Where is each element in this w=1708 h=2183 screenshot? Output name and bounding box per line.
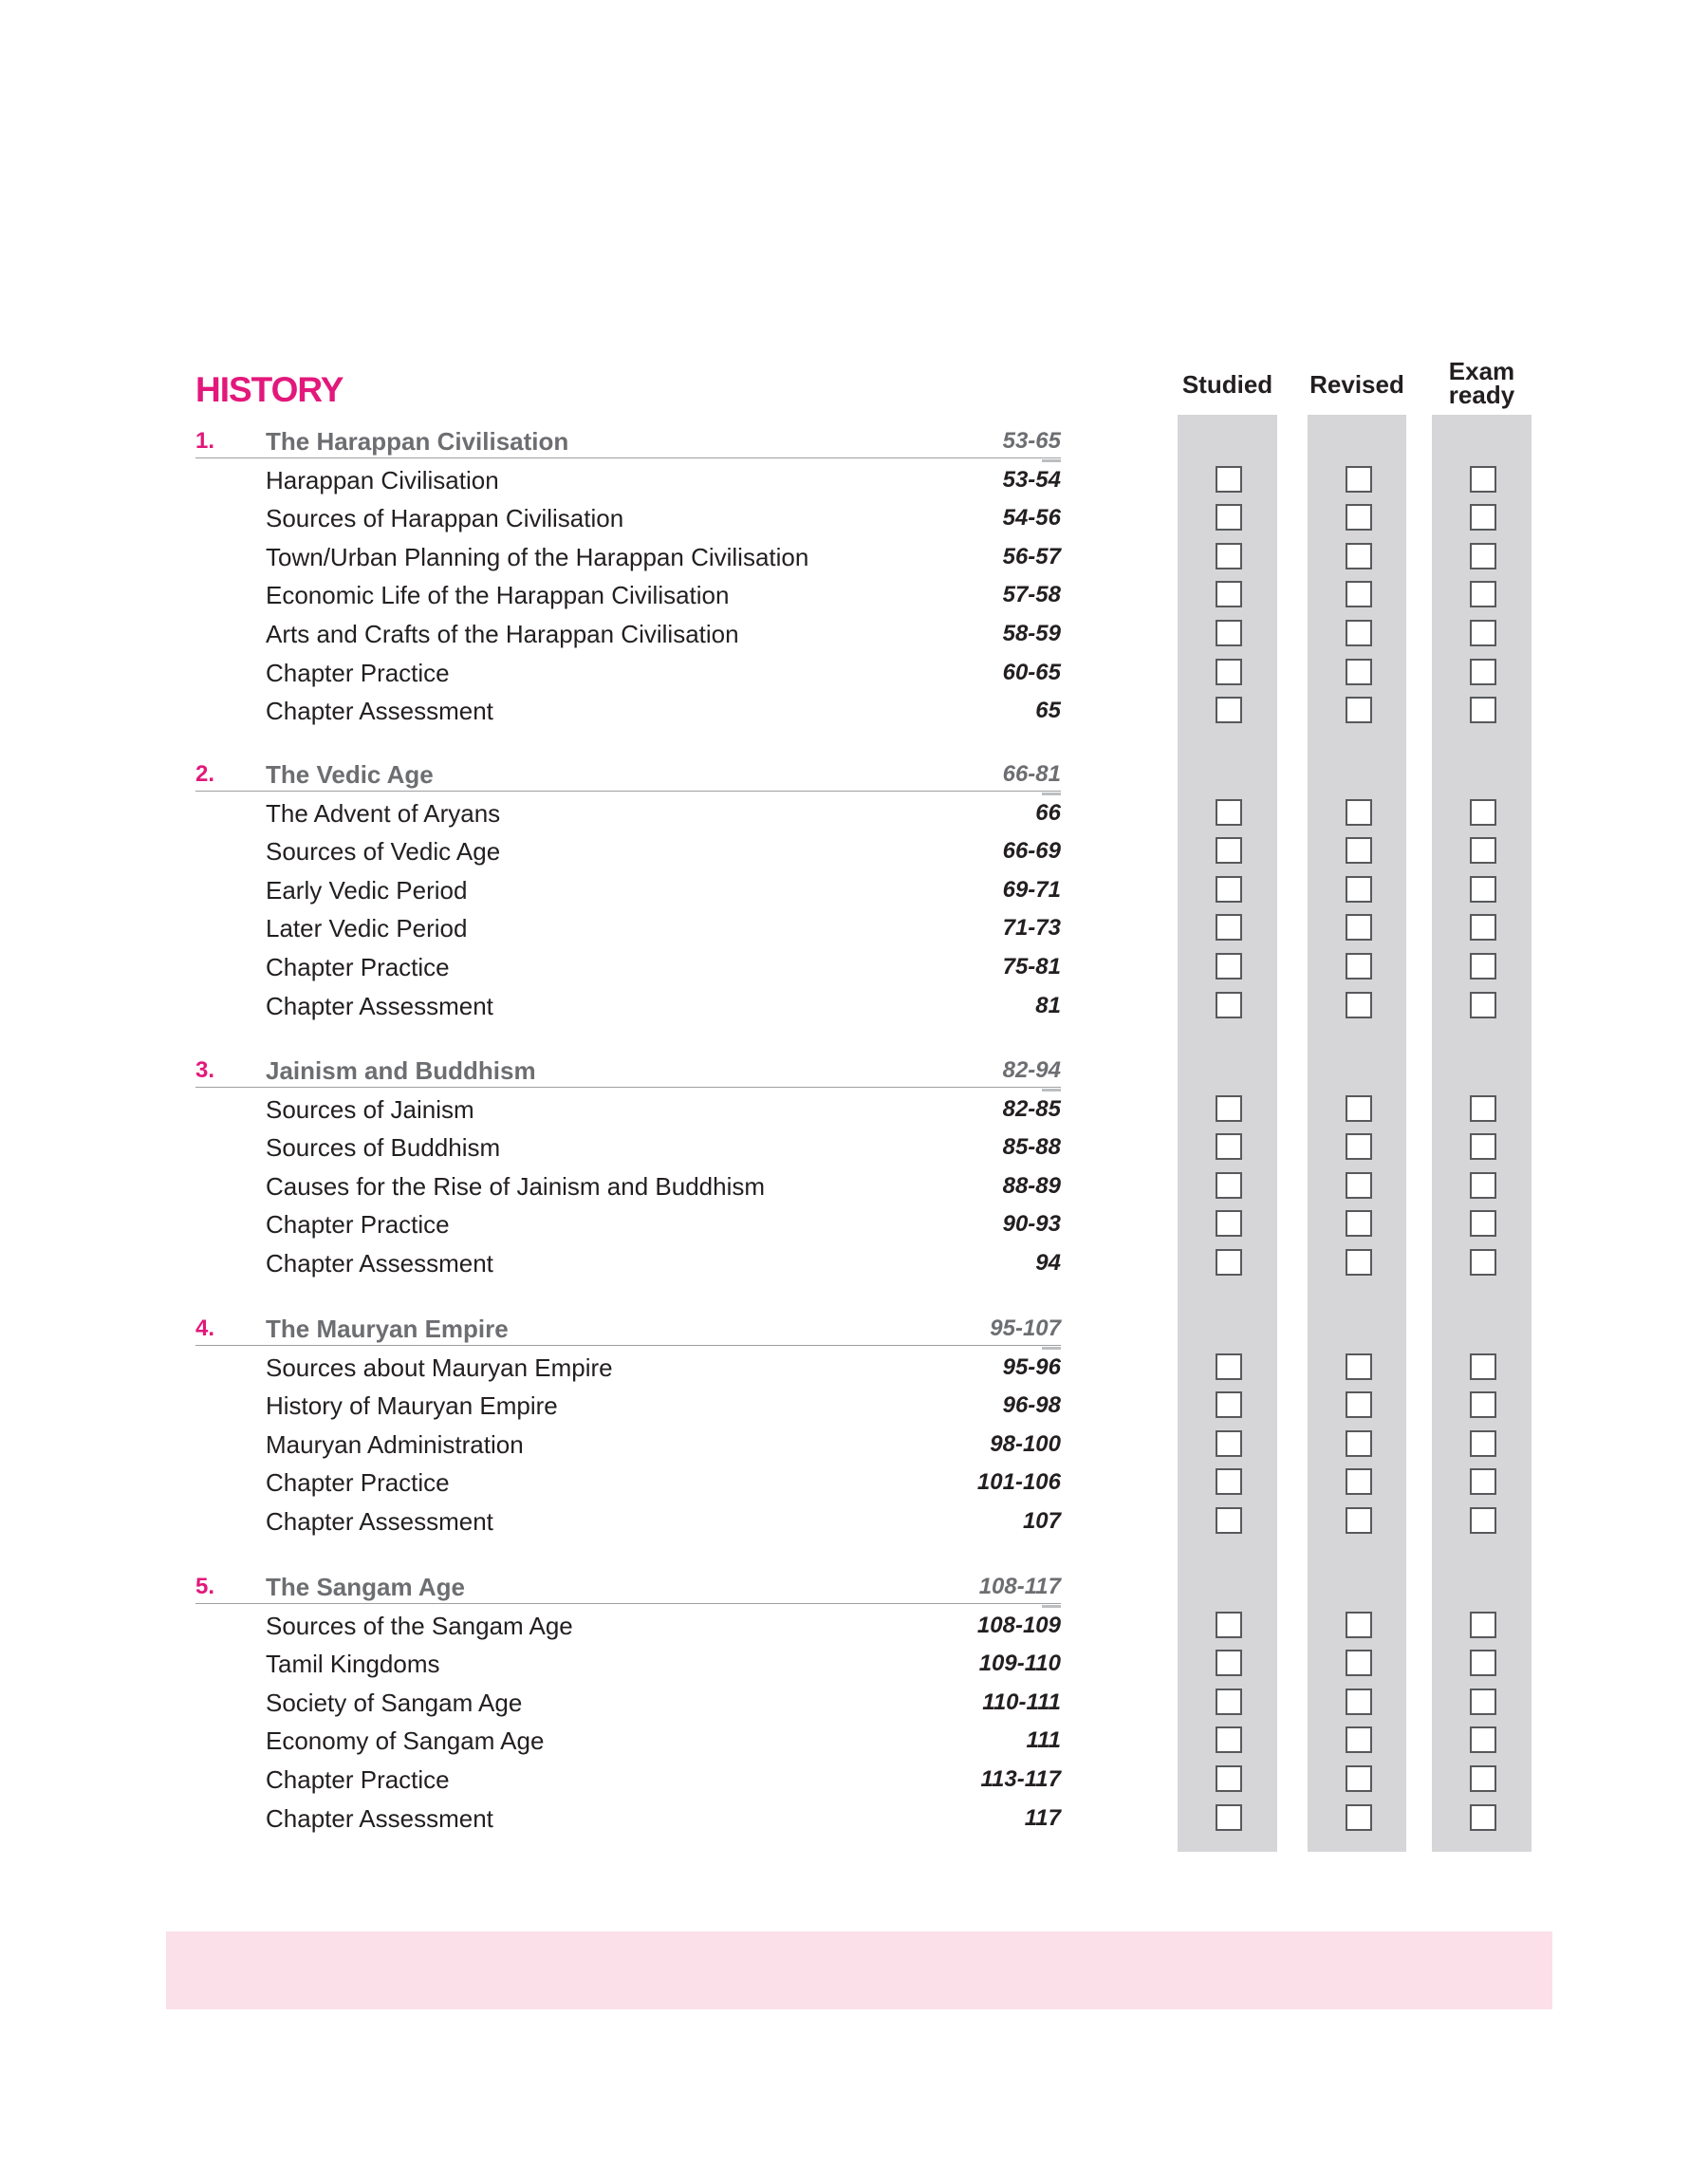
studied-checkbox[interactable] [1216, 697, 1242, 723]
chapter-heading [0, 422, 1708, 460]
chapter-title: Jainism and Buddhism [266, 1056, 536, 1085]
topic-title: Economic Life of the Harappan Civilisation [266, 581, 730, 610]
chapter-heading [0, 1052, 1708, 1090]
studied-checkbox[interactable] [1216, 581, 1242, 607]
revised-checkbox[interactable] [1346, 1210, 1372, 1237]
chapter-heading [0, 756, 1708, 793]
topic-row [0, 499, 1708, 537]
topic-row [0, 1464, 1708, 1502]
revised-checkbox[interactable] [1346, 876, 1372, 903]
topic-title: The Advent of Aryans [266, 798, 501, 828]
revised-checkbox[interactable] [1346, 1468, 1372, 1495]
studied-checkbox[interactable] [1216, 1249, 1242, 1276]
revised-checkbox[interactable] [1346, 659, 1372, 685]
topic-pages: 60-65 [1002, 659, 1061, 685]
exam-ready-checkbox[interactable] [1470, 1133, 1496, 1160]
studied-checkbox[interactable] [1216, 1689, 1242, 1715]
exam-ready-checkbox[interactable] [1470, 799, 1496, 826]
topic-row [0, 871, 1708, 909]
studied-checkbox[interactable] [1216, 620, 1242, 646]
revised-checkbox[interactable] [1346, 914, 1372, 941]
revised-checkbox[interactable] [1346, 953, 1372, 980]
chapter-number: 2. [195, 761, 215, 787]
revised-checkbox[interactable] [1346, 1172, 1372, 1199]
topic-row [0, 461, 1708, 499]
topic-title: Harappan Civilisation [266, 465, 499, 494]
topic-pages: 81 [1035, 992, 1061, 1018]
topic-pages: 96-98 [1002, 1392, 1061, 1419]
topic-title: Sources of Harappan Civilisation [266, 504, 624, 533]
topic-pages: 109-110 [978, 1651, 1061, 1677]
topic-pages: 108-109 [976, 1612, 1061, 1638]
revised-checkbox[interactable] [1346, 1353, 1372, 1380]
topic-title: Sources of Buddhism [266, 1133, 501, 1163]
topic-title: Chapter Assessment [266, 697, 493, 726]
exam-ready-checkbox[interactable] [1470, 1689, 1496, 1715]
chapter-pages: 66-81 [1002, 761, 1061, 787]
chapter-heading [0, 1310, 1708, 1348]
topic-row [0, 948, 1708, 986]
topic-title: Mauryan Administration [266, 1429, 524, 1459]
topic-pages: 71-73 [1002, 915, 1061, 942]
topic-title: Causes for the Rise of Jainism and Buddhism [266, 1171, 766, 1201]
topic-pages: 66 [1035, 799, 1061, 826]
topic-pages: 57-58 [1002, 582, 1061, 608]
revised-checkbox[interactable] [1346, 1507, 1372, 1534]
revised-checkbox[interactable] [1346, 1726, 1372, 1753]
topic-pages: 117 [1024, 1804, 1061, 1831]
exam-ready-checkbox[interactable] [1470, 1612, 1496, 1638]
topic-title: Town/Urban Planning of the Harappan Civilisation [266, 542, 809, 571]
topic-title: Chapter Practice [266, 1468, 450, 1498]
revised-checkbox[interactable] [1346, 1430, 1372, 1457]
topic-row [0, 1645, 1708, 1683]
exam-ready-checkbox[interactable] [1470, 659, 1496, 685]
revised-column-header: Revised [1309, 370, 1404, 399]
topic-pages: 98-100 [990, 1430, 1061, 1457]
topic-title: Sources of the Sangam Age [266, 1611, 573, 1640]
exam-ready-checkbox[interactable] [1470, 1507, 1496, 1534]
topic-pages: 53-54 [1002, 466, 1061, 493]
topic-pages: 69-71 [1002, 876, 1061, 903]
chapter-number: 1. [195, 428, 215, 454]
topic-row [0, 1387, 1708, 1425]
revised-checkbox[interactable] [1346, 837, 1372, 864]
revised-checkbox[interactable] [1346, 1689, 1372, 1715]
studied-checkbox[interactable] [1216, 1430, 1242, 1457]
chapter-divider [195, 791, 1061, 792]
exam-ready-header-line1: Exam [1448, 357, 1515, 385]
exam-ready-checkbox[interactable] [1470, 697, 1496, 723]
topic-row [0, 1502, 1708, 1540]
section-title: HISTORY [195, 370, 343, 409]
chapter-number: 4. [195, 1315, 215, 1341]
topic-title: Chapter Practice [266, 1765, 450, 1794]
exam-ready-checkbox[interactable] [1470, 504, 1496, 531]
revised-checkbox[interactable] [1346, 1804, 1372, 1831]
topic-title: Sources about Mauryan Empire [266, 1353, 613, 1382]
exam-ready-checkbox[interactable] [1470, 992, 1496, 1018]
topic-row [0, 576, 1708, 614]
topic-title: Tamil Kingdoms [266, 1650, 440, 1679]
topic-title: Chapter Assessment [266, 1803, 493, 1833]
exam-ready-checkbox[interactable] [1470, 1726, 1496, 1753]
topic-row [0, 538, 1708, 576]
topic-title: Chapter Practice [266, 953, 450, 981]
topic-row [0, 1426, 1708, 1464]
studied-checkbox[interactable] [1216, 1726, 1242, 1753]
topic-row [0, 1722, 1708, 1760]
studied-checkbox[interactable] [1216, 1095, 1242, 1122]
topic-title: Chapter Assessment [266, 991, 493, 1020]
topic-pages: 113-117 [980, 1766, 1061, 1792]
topic-pages: 101-106 [976, 1469, 1061, 1496]
chapter-divider [195, 1345, 1061, 1346]
exam-ready-checkbox[interactable] [1470, 1210, 1496, 1237]
exam-ready-header-line2: ready [1448, 381, 1515, 409]
exam-ready-checkbox[interactable] [1470, 466, 1496, 493]
topic-row [0, 654, 1708, 692]
topic-row [0, 1684, 1708, 1722]
revised-checkbox[interactable] [1346, 1391, 1372, 1418]
exam-ready-checkbox[interactable] [1470, 1391, 1496, 1418]
revised-checkbox[interactable] [1346, 1095, 1372, 1122]
exam-ready-checkbox[interactable] [1470, 1650, 1496, 1676]
topic-row [0, 1205, 1708, 1243]
chapter-number: 3. [195, 1057, 215, 1083]
exam-ready-checkbox[interactable] [1470, 876, 1496, 903]
studied-checkbox[interactable] [1216, 799, 1242, 826]
exam-ready-checkbox[interactable] [1470, 1430, 1496, 1457]
exam-ready-checkbox[interactable] [1470, 1468, 1496, 1495]
topic-pages: 75-81 [1002, 954, 1061, 980]
chapter-title: The Vedic Age [266, 760, 434, 789]
topic-title: History of Mauryan Empire [266, 1391, 558, 1421]
topic-row [0, 692, 1708, 730]
topic-title: Early Vedic Period [266, 875, 468, 905]
topic-pages: 65 [1035, 698, 1061, 724]
chapter-pages: 53-65 [1002, 428, 1061, 454]
studied-checkbox[interactable] [1216, 1353, 1242, 1380]
revised-checkbox[interactable] [1346, 697, 1372, 723]
revised-checkbox[interactable] [1346, 581, 1372, 607]
exam-ready-checkbox[interactable] [1470, 837, 1496, 864]
revised-checkbox[interactable] [1346, 620, 1372, 646]
exam-ready-checkbox[interactable] [1470, 1353, 1496, 1380]
topic-row [0, 987, 1708, 1025]
revised-checkbox[interactable] [1346, 466, 1372, 493]
studied-checkbox[interactable] [1216, 1650, 1242, 1676]
topic-title: Economy of Sangam Age [266, 1726, 545, 1756]
chapter-divider [195, 1603, 1061, 1604]
topic-title: Arts and Crafts of the Harappan Civilisation [266, 620, 739, 648]
topic-title: Chapter Practice [266, 658, 450, 687]
topic-pages: 94 [1035, 1250, 1061, 1276]
exam-ready-checkbox[interactable] [1470, 1095, 1496, 1122]
studied-column-header: Studied [1181, 370, 1273, 399]
topic-row [0, 1129, 1708, 1166]
topic-row [0, 1761, 1708, 1799]
chapter-title: The Sangam Age [266, 1573, 465, 1601]
exam-ready-checkbox[interactable] [1470, 620, 1496, 646]
chapter-heading [0, 1568, 1708, 1606]
topic-pages: 110-111 [982, 1689, 1061, 1715]
studied-checkbox[interactable] [1216, 1507, 1242, 1534]
chapter-pages: 82-94 [1002, 1057, 1061, 1083]
topic-pages: 95-96 [1002, 1353, 1061, 1380]
revised-checkbox[interactable] [1346, 1612, 1372, 1638]
exam-ready-checkbox[interactable] [1470, 543, 1496, 569]
exam-ready-checkbox[interactable] [1470, 1172, 1496, 1199]
footer-band [166, 1931, 1552, 2009]
exam-ready-checkbox[interactable] [1470, 914, 1496, 941]
studied-checkbox[interactable] [1216, 1612, 1242, 1638]
revised-checkbox[interactable] [1346, 504, 1372, 531]
exam-ready-checkbox[interactable] [1470, 581, 1496, 607]
revised-checkbox[interactable] [1346, 799, 1372, 826]
studied-checkbox[interactable] [1216, 1133, 1242, 1160]
topic-pages: 54-56 [1002, 505, 1061, 532]
studied-checkbox[interactable] [1216, 914, 1242, 941]
chapter-title: The Harappan Civilisation [266, 427, 569, 456]
exam-ready-checkbox[interactable] [1470, 953, 1496, 980]
topic-row [0, 832, 1708, 870]
studied-checkbox[interactable] [1216, 1172, 1242, 1199]
topic-title: Society of Sangam Age [266, 1688, 523, 1717]
studied-checkbox[interactable] [1216, 1391, 1242, 1418]
topic-row [0, 909, 1708, 947]
studied-checkbox[interactable] [1216, 992, 1242, 1018]
topic-pages: 85-88 [1002, 1134, 1061, 1161]
topic-row [0, 615, 1708, 653]
studied-checkbox[interactable] [1216, 543, 1242, 569]
chapter-pages: 95-107 [990, 1315, 1061, 1341]
topic-title: Chapter Practice [266, 1210, 450, 1240]
studied-checkbox[interactable] [1216, 837, 1242, 864]
topic-row [0, 1091, 1708, 1129]
topic-pages: 88-89 [1002, 1172, 1061, 1199]
topic-title: Sources of Jainism [266, 1094, 474, 1124]
chapter-title: The Mauryan Empire [266, 1315, 509, 1343]
revised-checkbox[interactable] [1346, 1765, 1372, 1792]
exam-ready-column-header [1427, 357, 1536, 409]
topic-pages: 58-59 [1002, 621, 1061, 646]
topic-pages: 56-57 [1002, 543, 1061, 569]
chapter-divider [195, 457, 1061, 458]
topic-row [0, 1349, 1708, 1387]
revised-checkbox[interactable] [1346, 992, 1372, 1018]
revised-checkbox[interactable] [1346, 1133, 1372, 1160]
studied-checkbox[interactable] [1216, 504, 1242, 531]
topic-title: Sources of Vedic Age [266, 837, 501, 867]
studied-checkbox[interactable] [1216, 659, 1242, 685]
studied-checkbox[interactable] [1216, 1468, 1242, 1495]
topic-row [0, 1607, 1708, 1645]
studied-checkbox[interactable] [1216, 1210, 1242, 1237]
chapter-number: 5. [195, 1574, 215, 1599]
studied-checkbox[interactable] [1216, 1765, 1242, 1792]
studied-checkbox[interactable] [1216, 876, 1242, 903]
topic-pages: 66-69 [1002, 838, 1061, 865]
topic-row [0, 1167, 1708, 1205]
topic-row [0, 1800, 1708, 1838]
topic-pages: 90-93 [1002, 1211, 1061, 1238]
topic-title: Chapter Assessment [266, 1507, 493, 1536]
revised-checkbox[interactable] [1346, 1249, 1372, 1276]
topic-pages: 107 [1022, 1508, 1061, 1534]
topic-row [0, 794, 1708, 832]
exam-ready-checkbox[interactable] [1470, 1804, 1496, 1831]
chapter-pages: 108-117 [978, 1574, 1061, 1599]
exam-ready-checkbox[interactable] [1470, 1765, 1496, 1792]
topic-pages: 111 [1026, 1727, 1061, 1754]
studied-checkbox[interactable] [1216, 1804, 1242, 1831]
topic-row [0, 1244, 1708, 1282]
revised-checkbox[interactable] [1346, 1650, 1372, 1676]
studied-checkbox[interactable] [1216, 466, 1242, 493]
topic-pages: 82-85 [1002, 1095, 1061, 1122]
chapter-divider [195, 1087, 1061, 1088]
topic-title: Chapter Assessment [266, 1249, 493, 1278]
revised-checkbox[interactable] [1346, 543, 1372, 569]
studied-checkbox[interactable] [1216, 953, 1242, 980]
exam-ready-checkbox[interactable] [1470, 1249, 1496, 1276]
topic-title: Later Vedic Period [266, 914, 468, 943]
